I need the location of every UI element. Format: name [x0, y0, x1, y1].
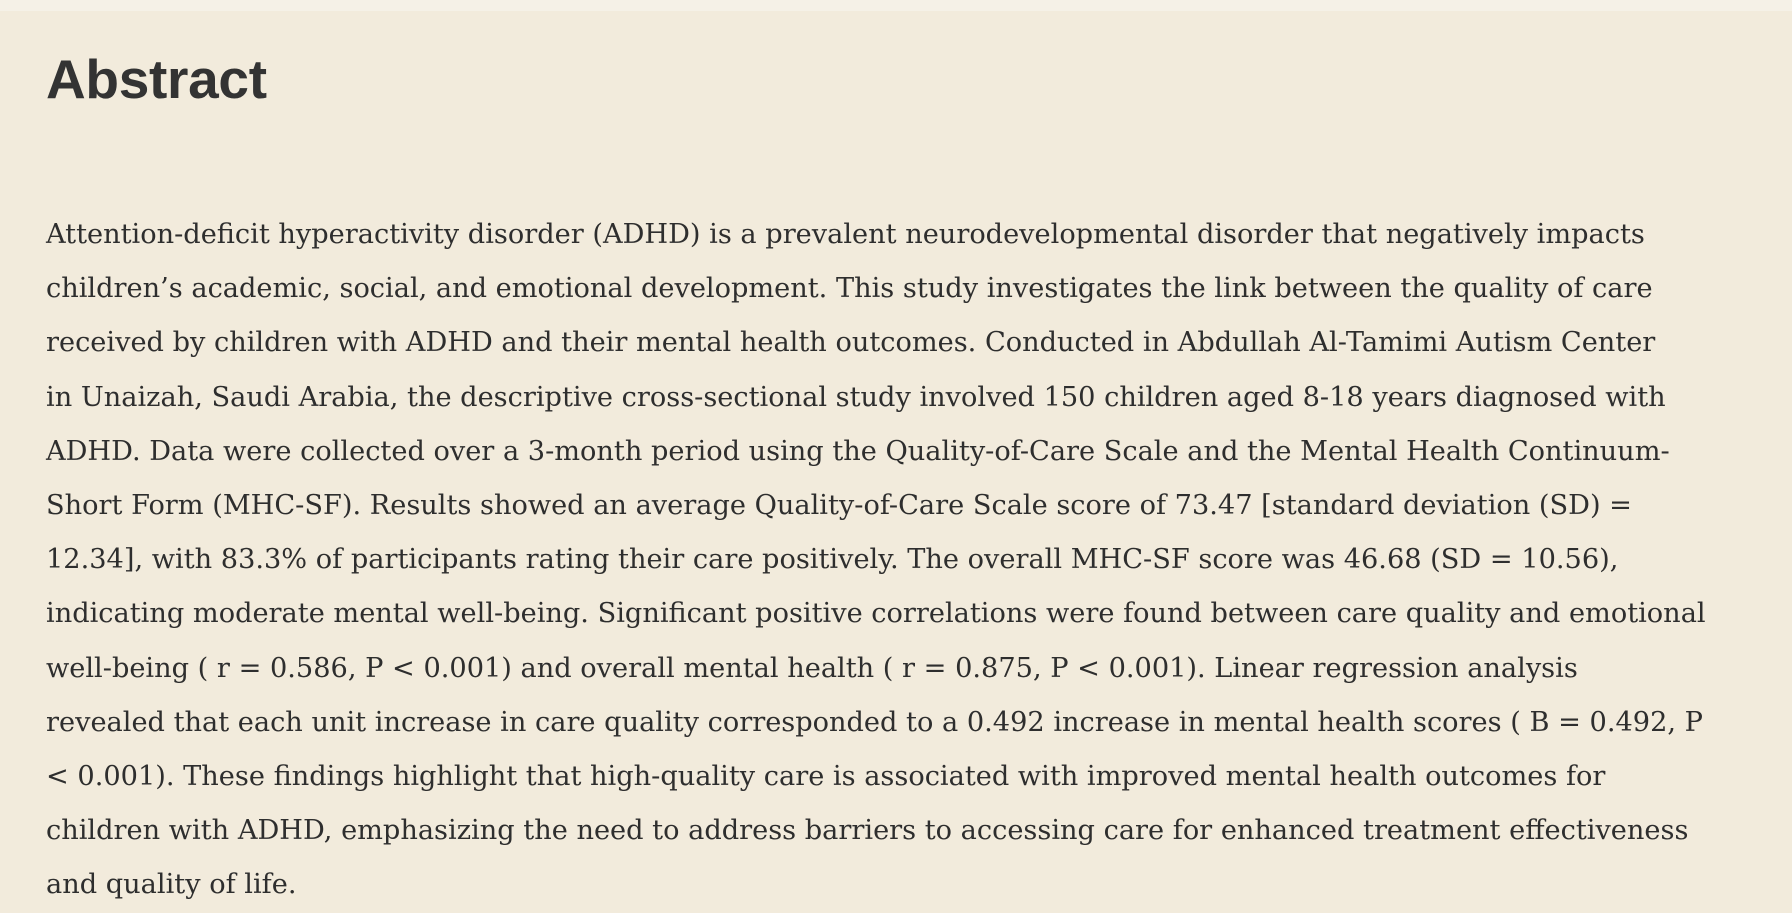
- abstract-line: and quality of life.: [46, 869, 297, 901]
- abstract-line: indicating moderate mental well-being. Significant positive correlations were found between care quality and emotional: [46, 598, 1706, 630]
- abstract-line: 12.34], with 83.3% of participants rating their care positively. The overall MHC-SF score was 46.68 (SD = 10.56),: [46, 544, 1619, 576]
- abstract-line: Attention-deficit hyperactivity disorder (ADHD) is a prevalent neurodevelopmental disorder that negatively impacts: [46, 219, 1645, 250]
- abstract-body: [46, 208, 1756, 913]
- top-strip: [0, 0, 1792, 11]
- abstract-heading: Abstract: [46, 48, 267, 110]
- abstract-line: children with ADHD, emphasizing the need to address barriers to accessing care for enhanced treatment effectiveness: [46, 815, 1689, 847]
- abstract-line: well-being ( r = 0.586, P < 0.001) and overall mental health ( r = 0.875, P < 0.001). Linear regression analysis: [46, 652, 1578, 684]
- abstract-line: in Unaizah, Saudi Arabia, the descriptive cross-sectional study involved 150 children aged 8-18 years diagnosed with: [46, 381, 1666, 413]
- abstract-line: Short Form (MHC-SF). Results showed an average Quality-of-Care Scale score of 73.47 [standard deviation (SD) =: [46, 490, 1632, 522]
- abstract-line: ADHD. Data were collected over a 3-month period using the Quality-of-Care Scale and the Mental Health Continuum-: [46, 435, 1670, 467]
- abstract-line: < 0.001). These findings highlight that high-quality care is associated with improved mental health outcomes for: [46, 761, 1606, 793]
- abstract-section: [46, 11, 1756, 913]
- abstract-line: revealed that each unit increase in care quality corresponded to a 0.492 increase in mental health scores ( B = 0.492, P: [46, 706, 1703, 738]
- abstract-line: received by children with ADHD and their mental health outcomes. Conducted in Abdullah Al-Tamimi Autism Center: [46, 327, 1656, 359]
- abstract-line: children’s academic, social, and emotional development. This study investigates the link between the quality of care: [46, 273, 1653, 305]
